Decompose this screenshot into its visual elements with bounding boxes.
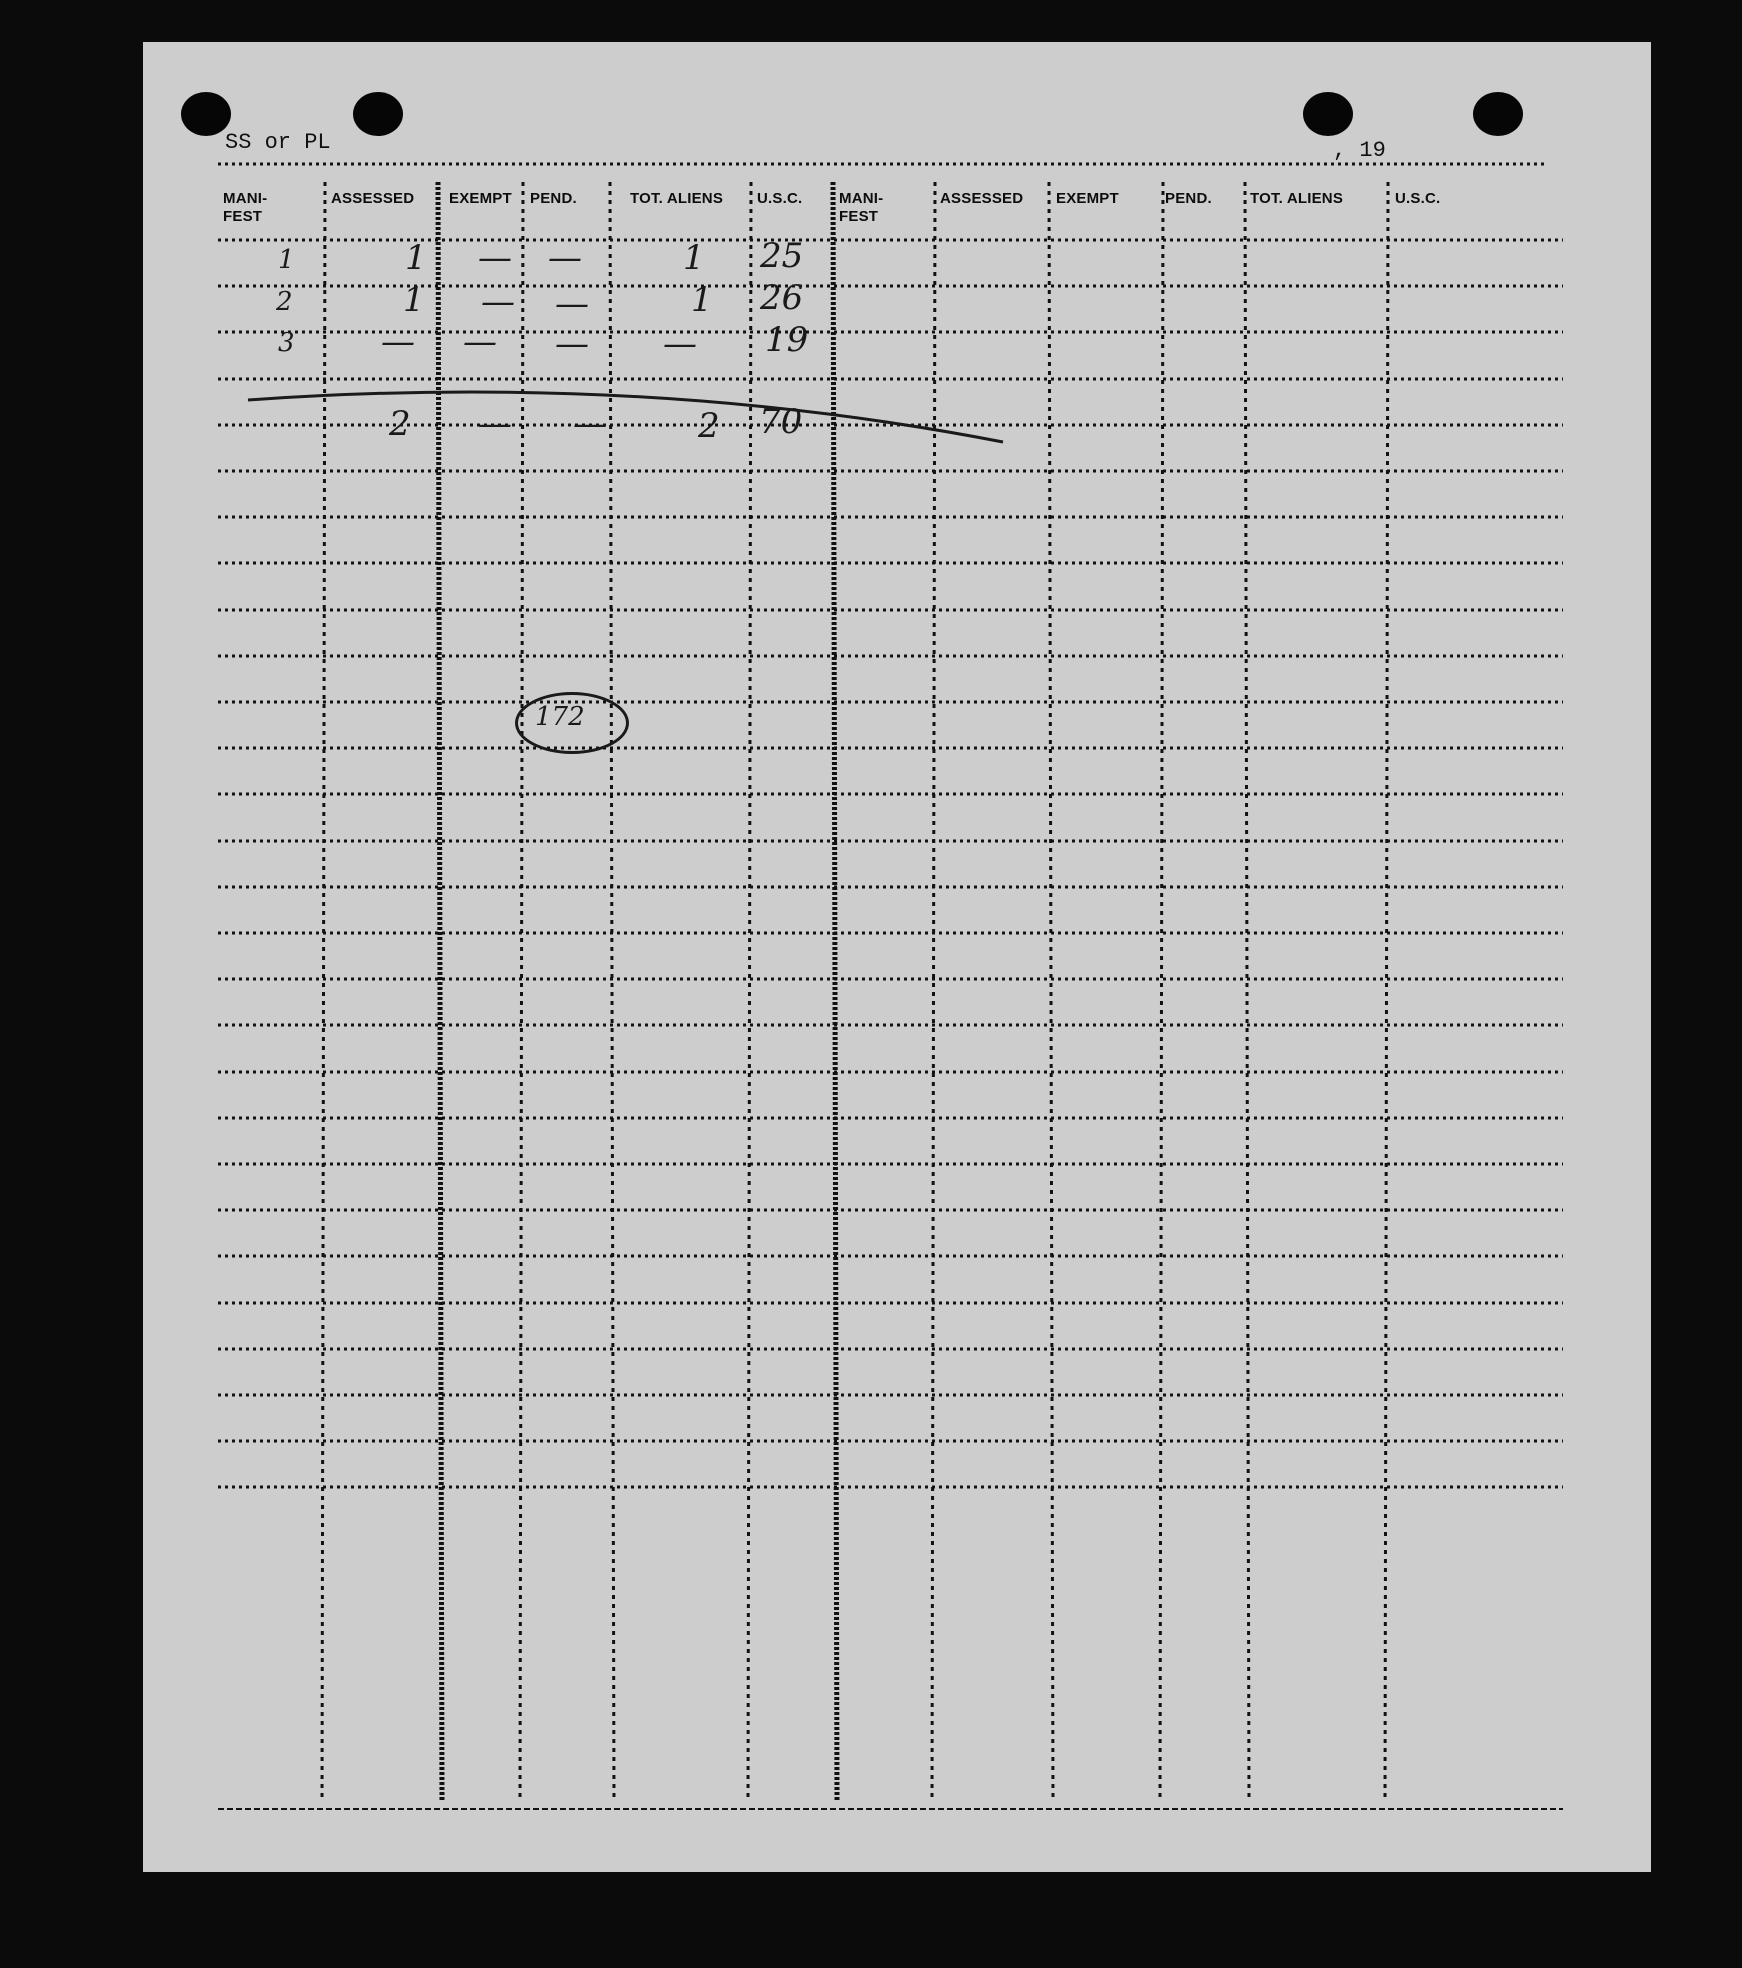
grid-column-divider — [610, 182, 614, 1802]
tot-aliens-cell: 1 — [691, 280, 713, 320]
tot-aliens-cell: 1 — [683, 238, 705, 278]
total-usc: 70 — [759, 402, 803, 442]
pend-cell: — — [555, 284, 589, 324]
column-header-text: PEND. — [530, 190, 577, 207]
exempt-cell: — — [478, 238, 512, 278]
ruled-grid — [143, 42, 1651, 1872]
column-header-text: U.S.C. — [1395, 190, 1441, 207]
grid-column-divider — [748, 182, 751, 1802]
assessed-cell: 1 — [405, 238, 427, 278]
assessed-cell: — — [381, 322, 415, 362]
column-header-text: ASSESSED — [940, 190, 1024, 207]
column-header-text: EXEMPT — [1056, 190, 1119, 207]
exempt-cell: — — [463, 322, 497, 362]
column-header-text: MANI- — [223, 190, 268, 207]
manifest-cell: 2 — [276, 287, 293, 317]
total-assessed: 2 — [389, 404, 411, 444]
usc-cell: 19 — [765, 320, 809, 360]
column-header — [223, 190, 267, 226]
usc-cell: 26 — [760, 278, 804, 318]
column-header — [630, 190, 723, 208]
handwritten-total-line — [248, 392, 1003, 442]
column-header-text: EXEMPT — [449, 190, 512, 207]
column-header-text: TOT. ALIENS — [630, 190, 724, 207]
column-header-text: PEND. — [1165, 190, 1212, 207]
grid-column-divider — [1160, 182, 1163, 1802]
grid-column-divider — [438, 182, 442, 1802]
column-header-text: FEST — [223, 208, 263, 225]
tot-aliens-cell: — — [663, 324, 697, 364]
total-pend: — — [573, 404, 607, 444]
pend-cell: — — [555, 324, 589, 364]
column-header-text: TOT. ALIENS — [1250, 190, 1344, 207]
total-tot-aliens: 2 — [698, 406, 720, 446]
column-header-text: FEST — [839, 208, 879, 225]
column-header — [331, 190, 414, 208]
column-header — [940, 190, 1023, 208]
total-exempt: — — [478, 404, 512, 444]
column-header-text: U.S.C. — [757, 190, 803, 207]
form-sheet — [143, 42, 1651, 1872]
circled-note-text: 172 — [535, 702, 585, 732]
column-header — [757, 190, 802, 208]
column-header — [530, 190, 577, 208]
grid-column-divider — [322, 182, 325, 1802]
column-header — [1165, 190, 1212, 208]
column-header-text: ASSESSED — [331, 190, 415, 207]
grid-column-divider — [1385, 182, 1388, 1802]
column-header — [449, 190, 512, 208]
vessel-label: SS or PL — [225, 130, 331, 155]
pend-cell: — — [548, 238, 582, 278]
column-header-text: MANI- — [839, 190, 884, 207]
exempt-cell: — — [481, 282, 515, 322]
usc-cell: 25 — [760, 236, 804, 276]
manifest-cell: 3 — [278, 328, 295, 358]
date-label: , 19 — [1333, 138, 1386, 163]
column-header — [1056, 190, 1119, 208]
column-header — [1250, 190, 1343, 208]
column-header — [839, 190, 883, 226]
column-header — [1395, 190, 1440, 208]
manifest-cell: 1 — [278, 245, 295, 275]
assessed-cell: 1 — [403, 280, 425, 320]
